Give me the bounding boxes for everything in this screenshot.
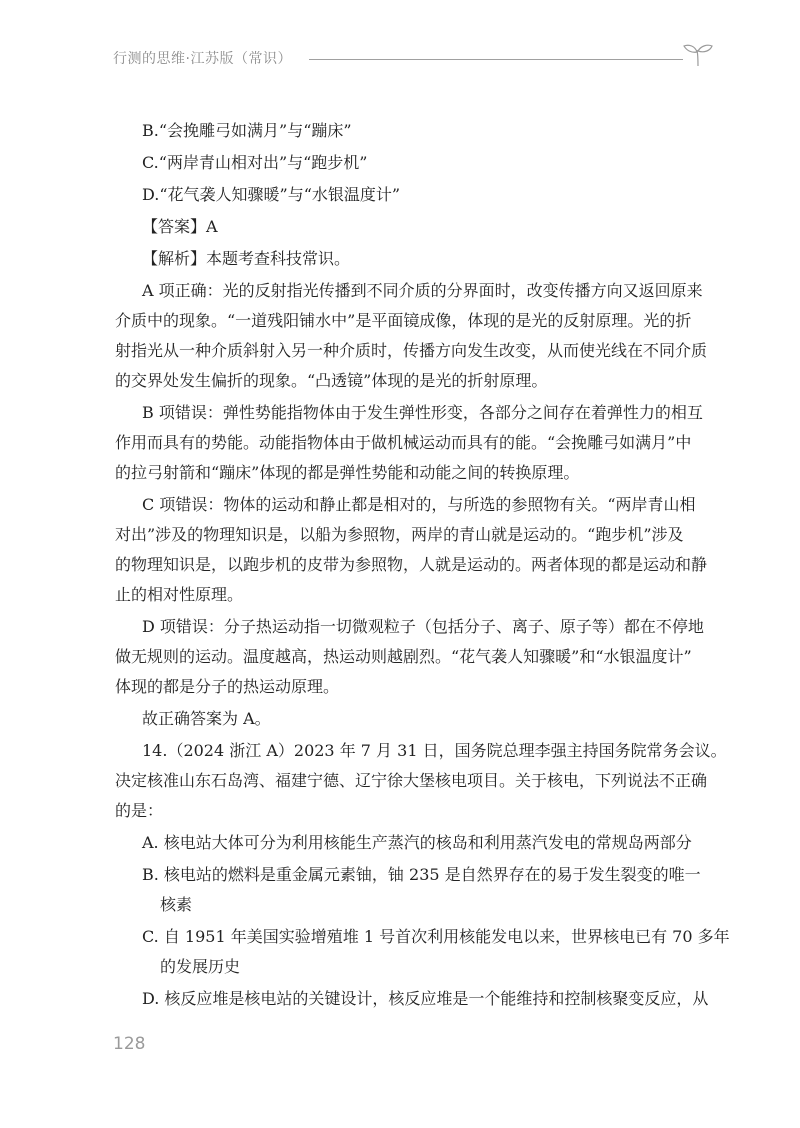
- paragraph-line: 对出”涉及的物理知识是，以船为参照物，两岸的青山就是运动的。“跑步机”涉及: [115, 525, 684, 544]
- paragraph-line: 做无规则的运动。温度越高，热运动则越剧烈。“花气袭人知骤暖”和“水银温度计”: [115, 647, 692, 666]
- page-number: 128: [113, 1034, 146, 1054]
- paragraph-line: B 项错误：弹性势能指物体由于发生弹性形变，各部分之间存在着弹性力的相互: [142, 403, 703, 422]
- header-rule: [309, 59, 683, 60]
- paragraph-line: 作用而具有的势能。动能指物体由于做机械运动而具有的能。“会挽雕弓如满月”中: [115, 433, 692, 452]
- choice-d: D. 核反应堆是核电站的关键设计，核反应堆是一个能维持和控制核聚变反应，从: [142, 989, 709, 1008]
- choice-b-continued: 核素: [160, 895, 193, 914]
- sprout-icon: [681, 41, 715, 67]
- paragraph-line: 介质中的现象。“一道残阳铺水中”是平面镜成像，体现的是光的反射原理。光的折: [115, 311, 692, 330]
- running-header: [113, 47, 713, 71]
- header-title: 行测的思维·江苏版（常识）: [113, 51, 292, 67]
- answer-line: 【答案】A: [142, 217, 218, 236]
- choice-c-continued: 的发展历史: [160, 957, 241, 976]
- paragraph-line: C 项错误：物体的运动和静止都是相对的，与所选的参照物有关。“两岸青山相: [142, 495, 696, 514]
- paragraph-line: A 项正确：光的反射指光传播到不同介质的分界面时，改变传播方向又返回原来: [142, 281, 703, 300]
- paragraph-line: 的物理知识是，以跑步机的皮带为参照物，人就是运动的。两者体现的都是运动和静: [115, 555, 708, 574]
- paragraph-line: 射指光从一种介质斜射入另一种介质时，传播方向发生改变，从而使光线在不同介质: [115, 341, 708, 360]
- paragraph-line: D 项错误：分子热运动指一切微观粒子（包括分子、离子、原子等）都在不停地: [142, 617, 704, 636]
- choice-c: C. 自 1951 年美国实验增殖堆 1 号首次利用核能发电以来，世界核电已有 70 多年: [142, 927, 730, 946]
- conclusion-line: 故正确答案为 A。: [142, 709, 271, 728]
- option-c-line: C.“两岸青山相对出”与“跑步机”: [142, 153, 368, 172]
- paragraph-line: 的拉弓射箭和“蹦床”体现的都是弹性势能和动能之间的转换原理。: [115, 463, 580, 482]
- analysis-heading: 【解析】本题考查科技常识。: [142, 249, 351, 268]
- question-line: 的是：: [115, 801, 164, 820]
- paragraph-line: 体现的都是分子的热运动原理。: [115, 677, 340, 696]
- question-line: 14.（2024 浙江 A）2023 年 7 月 31 日，国务院总理李强主持国务院常务会议。: [142, 741, 727, 760]
- paragraph-line: 止的相对性原理。: [115, 585, 244, 604]
- paragraph-line: 的交界处发生偏折的现象。“凸透镜”体现的是光的折射原理。: [115, 371, 548, 390]
- option-b-line: B.“会挽雕弓如满月”与“蹦床”: [142, 121, 352, 140]
- page-body: [115, 116, 730, 1016]
- choice-b: B. 核电站的燃料是重金属元素铀，铀 235 是自然界存在的易于发生裂变的唯一: [142, 865, 701, 884]
- option-d-line: D.“花气袭人知骤暖”与“水银温度计”: [142, 185, 401, 204]
- question-line: 决定核准山东石岛湾、福建宁德、辽宁徐大堡核电项目。关于核电，下列说法不正确: [115, 771, 708, 790]
- choice-a: A. 核电站大体可分为利用核能生产蒸汽的核岛和利用蒸汽发电的常规岛两部分: [142, 833, 692, 852]
